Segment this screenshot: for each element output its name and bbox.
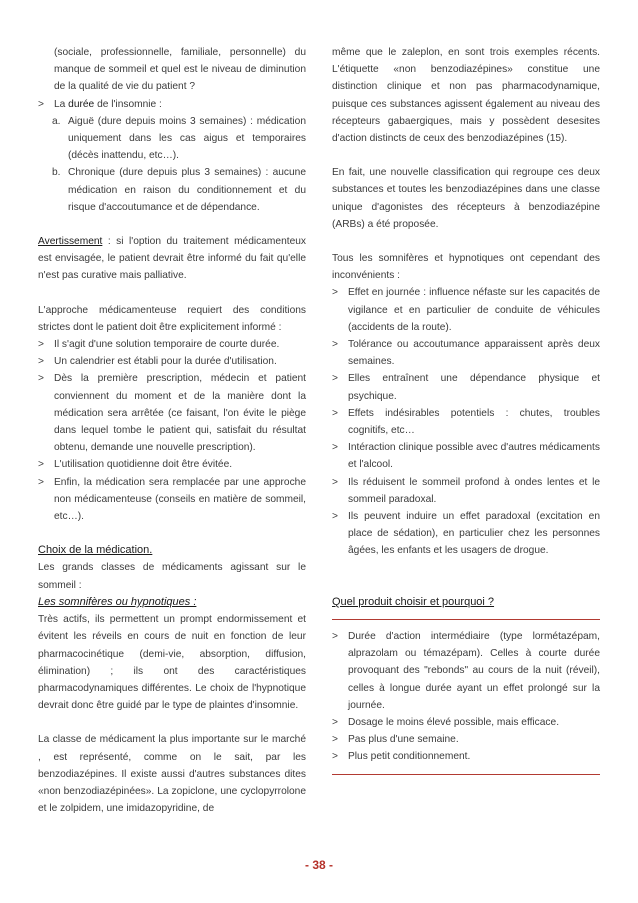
list-item: > Pas plus d'une semaine.: [332, 731, 600, 748]
list-item: > Un calendrier est établi pour la durée d'utilisation.: [38, 353, 306, 370]
list-item: > Ils peuvent induire un effet paradoxal (excitation en place de sédation), en particulier chez les personnes âgées, les enfants et les usagers de drogue.: [332, 508, 600, 560]
approach-intro: L'approche médicamenteuse requiert des conditions strictes dont le patient doit être explicitement informé :: [38, 304, 306, 333]
list-item: > L'utilisation quotidienne doit être évitée.: [38, 456, 306, 473]
list-item: > Elles entraînent une dépendance physique et psychique.: [332, 370, 600, 404]
list-item: > Durée d'action intermédiaire (type lormétazépam, alprazolam ou témazépam). Celles à courte durée provoquant des "rebonds" au cours de la nuit (réveil), celles à longue durée ayant un effet prolongé sur la journée.: [332, 628, 600, 714]
list-item: > Effet en journée : influence néfaste sur les capacités de vigilance et en particulier de conduite de véhicules (accidents de la route).: [332, 284, 600, 336]
intro-continuation: (sociale, professionnelle, familiale, personnelle) du manque de sommeil et quel est le niveau de diminution de la qualité de vie du patient ?: [54, 47, 306, 93]
page-number: - 38 -: [304, 858, 333, 872]
approach-list: [38, 336, 306, 525]
inconvenients-list: [332, 284, 600, 559]
warning-paragraph: Avertissement : si l'option du traitement médicamenteux est envisagée, le patient devrait être informé du fait qu'elle n'est pas curative mais palliative.: [38, 236, 306, 282]
list-item: > Intéraction clinique possible avec d'autres médicaments et l'alcool.: [332, 439, 600, 473]
right-paragraph-1: même que le zaleplon, en sont trois exemples récents. L'étiquette «non benzodiazépines» constitue une distinction clinique et non pas pharmacodynamique, puisque ces substances agissent également au niveau des récepteurs gabaergiques, mais y possèdent desesites d'action distincts de ceux des benzodiazépines (15).: [332, 47, 600, 145]
list-item: > Tolérance ou accoutumance apparaissent après deux semaines.: [332, 336, 600, 370]
list-item: > Dosage le moins élevé possible, mais efficace.: [332, 714, 600, 731]
list-item: > Enfin, la médication sera remplacée par une approche non médicamenteuse (conseils en matière de sommeil, etc…).: [38, 474, 306, 526]
choix-heading: Choix de la médication.: [38, 544, 153, 557]
duree-sublist: [38, 113, 306, 216]
duree-list: [38, 96, 306, 113]
list-item: > Dès la première prescription, médecin et patient conviennent du moment et de la manière dont la médication sera arrêtée (ce faisant, l'on évite le piège dans lequel tombe le patient qui, satisfait du résultat obtenu, demande une nouvelle prescription).: [38, 370, 306, 456]
list-item: > Il s'agit d'une solution temporaire de courte durée.: [38, 336, 306, 353]
choix-intro: Les grands classes de médicaments agissant sur le sommeil :: [38, 562, 306, 591]
quel-heading: Quel produit choisir et pourquoi ?: [332, 595, 495, 608]
section-divider-bottom: [332, 774, 600, 775]
warning-label: Avertissement: [38, 236, 103, 248]
duree-item: > La durée de l'insomnie :: [38, 96, 306, 113]
quel-list: [332, 628, 600, 766]
duree-subitem-b: b. Chronique (dure depuis plus 3 semaines) : aucune médication en raison du conditionnement et du risque d'accoutumance et de dépendance.: [52, 167, 306, 213]
right-paragraph-2: En fait, une nouvelle classification qui regroupe ces deux substances et toutes les benzodiazépines dans une classe unique d'agonistes des récepteurs à benzodiazépine (ARBs) a été proposée.: [332, 167, 600, 230]
right-paragraph-3: Tous les somnifères et hypnotiques ont cependant des inconvénients :: [332, 253, 600, 282]
left-column: [38, 44, 306, 817]
duree-keyword: durée: [68, 98, 95, 110]
list-item: > Ils réduisent le sommeil profond à ondes lentes et le sommeil paradoxal.: [332, 474, 600, 508]
list-item: > Plus petit conditionnement.: [332, 748, 600, 765]
somniferes-heading: Les somnifères ou hypnotiques :: [38, 595, 197, 608]
duree-subitem-a: a. Aiguë (dure depuis moins 3 semaines) : médication uniquement dans les cas aigus et temporaires (décès inattendu, etc…).: [52, 115, 306, 162]
right-column: [332, 44, 600, 775]
list-item: > Effets indésirables potentiels : chutes, troubles cognitifs, etc…: [332, 405, 600, 439]
classe-paragraph: La classe de médicament la plus importante sur le marché , est représenté, comme on le sait, par les benzodiazépines. Il existe aussi d'autres substances dites «non benzodiazépinées». La zopiclone, une cyclopyrrolone et le zolpidem, une imidazopyridine, de: [38, 734, 306, 815]
somniferes-paragraph: Très actifs, ils permettent un prompt endormissement et évitent les réveils en cours de nuit en fonction de leur pharmacocinétique (demi-vie, absorption, diffusion, élimination) ; ils ont des caractéristiques pharmacodynamiques différentes. Le choix de l'hypnotique devrait donc être guidé par le type de plaintes d'insomnie.: [38, 614, 306, 712]
